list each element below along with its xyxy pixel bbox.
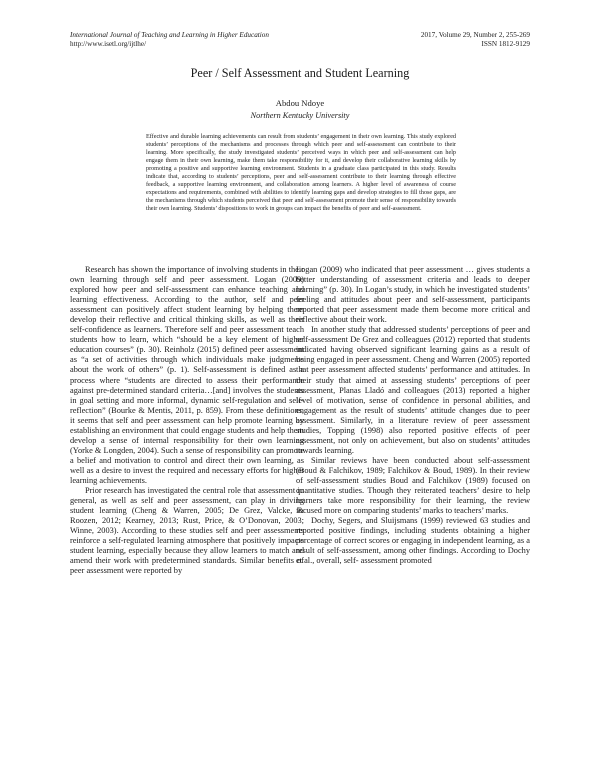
issue-info: 2017, Volume 29, Number 2, 255-269 [420,31,530,39]
body-paragraph: Logan (2009) who indicated that peer assessment … gives students a better understanding of assessment criteria and leads to deeper learning” (p. 30). In Logan’s study, in which he investigated students’ feeling and attitudes about peer and self-assessment, participants reported that peer assessment made them become more critical and reflective about their work. [296,265,530,325]
body-paragraph: Prior research has investigated the central role that assessment in general, as well as self and peer assessment, can play in driving student learning (Cheng & Warren, 2005; De Grez, Valcke, & Roozen, 2012; Kearney, 2013; Rust, Price, & O’Donovan, 2003; Winne, 2003). According to these studies self and peer assessments reinforce a self-regulated learning atmosphere that positively impacts student learning, especially because they allow learners to match and amend their work with predetermined standards. Similar benefits of peer assessment were reported by [70,486,304,576]
body-paragraph: Dochy, Segers, and Sluijsmans (1999) reviewed 63 studies and reported positive findings, including students obtaining a higher percentage of correct scores or engaging in independent learning, as a result of self-assessment, among other findings. According to Dochy et al., overall, self- assessment promoted [296,516,530,566]
body-column-left [70,265,304,765]
body-paragraph: Research has shown the importance of involving students in their own learning through self and peer assessment. Logan (2009) explored how peer and self-assessment can enhance teaching and learning effectiveness. According to the author, self and peer assessment can positively affect student learning by helping them develop their reflective and critical thinking skills, as well as their self-confidence as learners. Therefore self and peer assessment teach students how to learn, which “should be a key element of higher education courses” (p. 30). Reinholz (2015) defined peer assessment as “a set of activities through which individuals make judgments about the work of others” (p. 1). Self-assessment is defined as a process where “students are directed to assess their performance against pre-determined standard criteria…[and] involves the students in goal setting and more informal, dynamic self-regulation and self-reflection” (Bourke & Mentis, 2011, p. 859). From these definitions, it seems that self and peer assessment can help promote learning by establishing an environment that could engage students and help them develop a sense of internal responsibility for their own learning (Yorke & Longden, 2004). Such a sense of responsibility can promote a belief and motivation to control and direct their own learning, as well as a desire to invest the required and necessary efforts for higher learning achievements. [70,265,304,485]
body-paragraph: In another study that addressed students’ perceptions of peer and self-assessment De Grez and colleagues (2012) reported that students indicated having observed significant learning gains as a result of being engaged in peer assessment. Cheng and Warren (2005) reported that peer assessment affected students’ performance and attitudes. In their study that aimed at assessing students’ perceptions of peer assessment, Planas Lladó and colleagues (2013) reported a higher level of motivation, sense of confidence in personal abilities, and engagement as the result of students’ attitude changes due to peer assessment. Similarly, in a literature review of peer assessment studies, Topping (1998) also reported positive effects of peer assessment, not only on achievement, but also on students’ attitudes towards learning. [296,325,530,455]
body-paragraph: Similar reviews have been conducted about self-assessment (Boud & Falchikov, 1989; Falchikov & Boud, 1989). In their review of self-assessment studies Boud and Falchikov (1989) focused on quantitative studies. Though they reiterated teachers’ desire to help learners take more responsibility for their learning, the review focused more on comparing students’ marks to teachers’ marks. [296,455,530,516]
body-column-right [296,265,530,765]
journal-url: http://www.isetl.org/ijtlhe/ [70,40,147,48]
running-header-right [330,31,530,49]
journal-name: International Journal of Teaching and Learning in Higher Education [70,31,269,39]
article-title: Peer / Self Assessment and Student Learning [190,66,410,80]
author-name: Abdou Ndoye [275,98,325,108]
author-affiliation: Northern Kentucky University [250,111,350,120]
abstract: Effective and durable learning achievements can result from students’ engagement in their own learning. This study explored students’ perceptions of the mechanisms and processes through which peer and self-assessment can contribute to their learning. More specifically, the study investigated students’ perceived ways in which peer and self-assessment can help engage them in their own learning, make them take responsibility for it, and develop their collaborative learning skills by promoting a positive and supportive learning environment. Students in a graduate class participated in this study. Results indicate that, according to students’ perceptions, peer and self-assessment contribute to their learning through effective feedback, a supportive learning environment, and collaboration among learners. A higher level of awareness of course expectations and requirements, combined with abilities to identify learning gaps and develop strategies to fill those gaps, are the mechanisms through which students perceived that peer and self-assessment promote their sense of responsibility towards their own learning. Students’ dispositions to work in groups can impact the benefits of peer and self-assessment. [146,134,456,213]
issn: ISSN 1812-9129 [481,40,530,48]
